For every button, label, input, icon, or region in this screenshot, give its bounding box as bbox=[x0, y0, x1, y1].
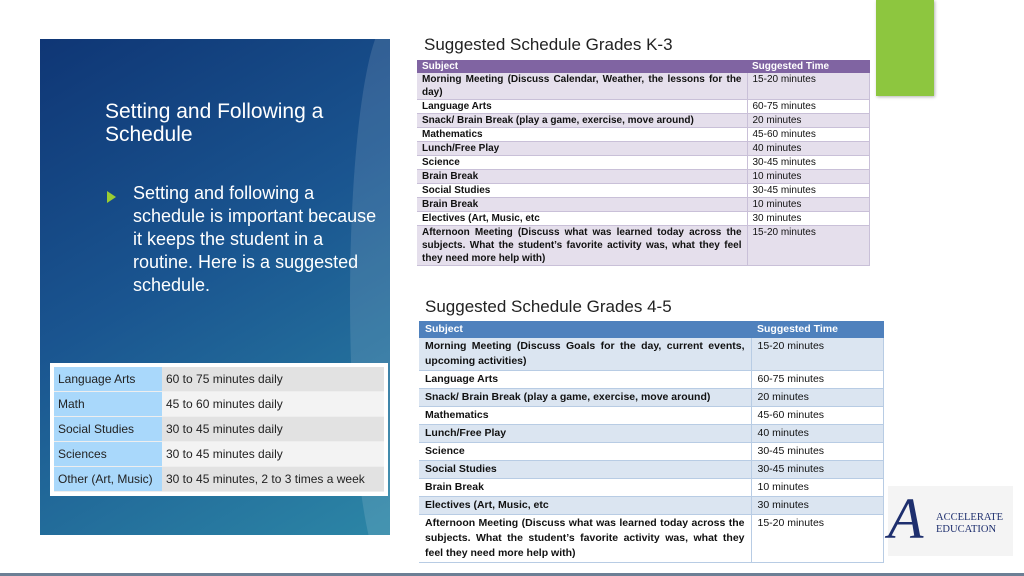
k3-schedule-table bbox=[417, 60, 870, 266]
subject-cell: Language Arts bbox=[54, 367, 162, 392]
table-row bbox=[417, 170, 870, 184]
time-cell: 15-20 minutes bbox=[747, 226, 870, 266]
time-cell: 40 minutes bbox=[751, 425, 884, 443]
subject-cell: Morning Meeting (Discuss Goals for the day, current events, upcoming activities) bbox=[419, 338, 751, 371]
table-row bbox=[419, 407, 884, 425]
column-header-time: Suggested Time bbox=[751, 321, 884, 338]
time-cell: 30-45 minutes bbox=[751, 443, 884, 461]
table-row bbox=[417, 226, 870, 266]
bullet-text: Setting and following a schedule is important because it keeps the student in a routine. Here is a suggested schedule. bbox=[133, 183, 377, 295]
table-row bbox=[54, 467, 384, 492]
subject-cell: Afternoon Meeting (Discuss what was learned today across the subjects. What the student’s favorite activity was, what they feel they need more help with) bbox=[419, 515, 751, 563]
time-cell: 10 minutes bbox=[747, 170, 870, 184]
subject-cell: Lunch/Free Play bbox=[419, 425, 751, 443]
subject-cell: Sciences bbox=[54, 442, 162, 467]
time-cell: 10 minutes bbox=[747, 198, 870, 212]
g45-schedule-table bbox=[419, 321, 884, 563]
table-row bbox=[417, 212, 870, 226]
table-row bbox=[419, 443, 884, 461]
subject-cell: Language Arts bbox=[417, 100, 747, 114]
subject-cell: Language Arts bbox=[419, 371, 751, 389]
subject-cell: Electives (Art, Music, etc bbox=[417, 212, 747, 226]
logo-line2: EDUCATION bbox=[936, 524, 997, 535]
time-cell: 30-45 minutes bbox=[751, 461, 884, 479]
table-row bbox=[419, 497, 884, 515]
logo-line1: ACCELERATE bbox=[936, 512, 1004, 523]
time-cell: 15-20 minutes bbox=[751, 515, 884, 563]
time-cell: 15-20 minutes bbox=[747, 73, 870, 100]
time-cell: 30 to 45 minutes daily bbox=[162, 442, 384, 467]
time-cell: 60-75 minutes bbox=[751, 371, 884, 389]
table-row bbox=[417, 73, 870, 100]
time-cell: 20 minutes bbox=[747, 114, 870, 128]
table-row bbox=[419, 479, 884, 497]
table-row bbox=[419, 515, 884, 563]
table-row bbox=[417, 142, 870, 156]
slide-title: Setting and Following a Schedule bbox=[105, 100, 324, 146]
time-cell: 30 minutes bbox=[747, 212, 870, 226]
g45-heading: Suggested Schedule Grades 4-5 bbox=[425, 297, 672, 316]
k3-heading: Suggested Schedule Grades K-3 bbox=[424, 35, 673, 54]
subject-cell: Science bbox=[419, 443, 751, 461]
column-header-subject: Subject bbox=[419, 321, 751, 338]
subject-cell: Brain Break bbox=[417, 170, 747, 184]
subject-cell: Afternoon Meeting (Discuss what was learned today across the subjects. What the student’s favorite activity was, what they feel they need more help with) bbox=[417, 226, 747, 266]
column-header-subject: Subject bbox=[417, 60, 747, 73]
time-cell: 20 minutes bbox=[751, 389, 884, 407]
time-cell: 30 to 45 minutes daily bbox=[162, 417, 384, 442]
subject-cell: Electives (Art, Music, etc bbox=[419, 497, 751, 515]
time-cell: 15-20 minutes bbox=[751, 338, 884, 371]
subject-cell: Morning Meeting (Discuss Calendar, Weather, the lessons for the day) bbox=[417, 73, 747, 100]
subject-cell: Snack/ Brain Break (play a game, exercise, move around) bbox=[417, 114, 747, 128]
table-row bbox=[419, 389, 884, 407]
table-row bbox=[419, 371, 884, 389]
logo-text bbox=[936, 512, 1003, 536]
subject-cell: Science bbox=[417, 156, 747, 170]
time-cell: 30 minutes bbox=[751, 497, 884, 515]
time-cell: 45 to 60 minutes daily bbox=[162, 392, 384, 417]
table-row bbox=[417, 128, 870, 142]
green-accent-block bbox=[876, 0, 934, 96]
subject-cell: Brain Break bbox=[419, 479, 751, 497]
table-row bbox=[54, 367, 384, 392]
accelerate-education-logo bbox=[888, 486, 1013, 556]
table-row bbox=[417, 100, 870, 114]
table-row bbox=[417, 114, 870, 128]
table-row bbox=[54, 442, 384, 467]
table-row bbox=[54, 417, 384, 442]
subject-cell: Mathematics bbox=[419, 407, 751, 425]
subject-cell: Social Studies bbox=[417, 184, 747, 198]
title-panel bbox=[40, 39, 390, 535]
subject-cell: Brain Break bbox=[417, 198, 747, 212]
time-cell: 60 to 75 minutes daily bbox=[162, 367, 384, 392]
column-header-time: Suggested Time bbox=[747, 60, 870, 73]
subject-cell: Snack/ Brain Break (play a game, exercise, move around) bbox=[419, 389, 751, 407]
time-cell: 30 to 45 minutes, 2 to 3 times a week bbox=[162, 467, 384, 492]
bullet-arrow-icon bbox=[107, 191, 116, 203]
time-cell: 45-60 minutes bbox=[747, 128, 870, 142]
summary-table bbox=[50, 363, 388, 496]
table-row bbox=[419, 425, 884, 443]
time-cell: 60-75 minutes bbox=[747, 100, 870, 114]
logo-letter: A bbox=[888, 486, 924, 551]
time-cell: 40 minutes bbox=[747, 142, 870, 156]
subject-cell: Social Studies bbox=[419, 461, 751, 479]
subject-cell: Math bbox=[54, 392, 162, 417]
table-row bbox=[419, 338, 884, 371]
table-row bbox=[419, 461, 884, 479]
table-row bbox=[417, 156, 870, 170]
time-cell: 45-60 minutes bbox=[751, 407, 884, 425]
table-row bbox=[417, 184, 870, 198]
time-cell: 10 minutes bbox=[751, 479, 884, 497]
subject-cell: Mathematics bbox=[417, 128, 747, 142]
subject-cell: Social Studies bbox=[54, 417, 162, 442]
time-cell: 30-45 minutes bbox=[747, 184, 870, 198]
subject-cell: Lunch/Free Play bbox=[417, 142, 747, 156]
time-cell: 30-45 minutes bbox=[747, 156, 870, 170]
table-row bbox=[54, 392, 384, 417]
subject-cell: Other (Art, Music) bbox=[54, 467, 162, 492]
table-row bbox=[417, 198, 870, 212]
